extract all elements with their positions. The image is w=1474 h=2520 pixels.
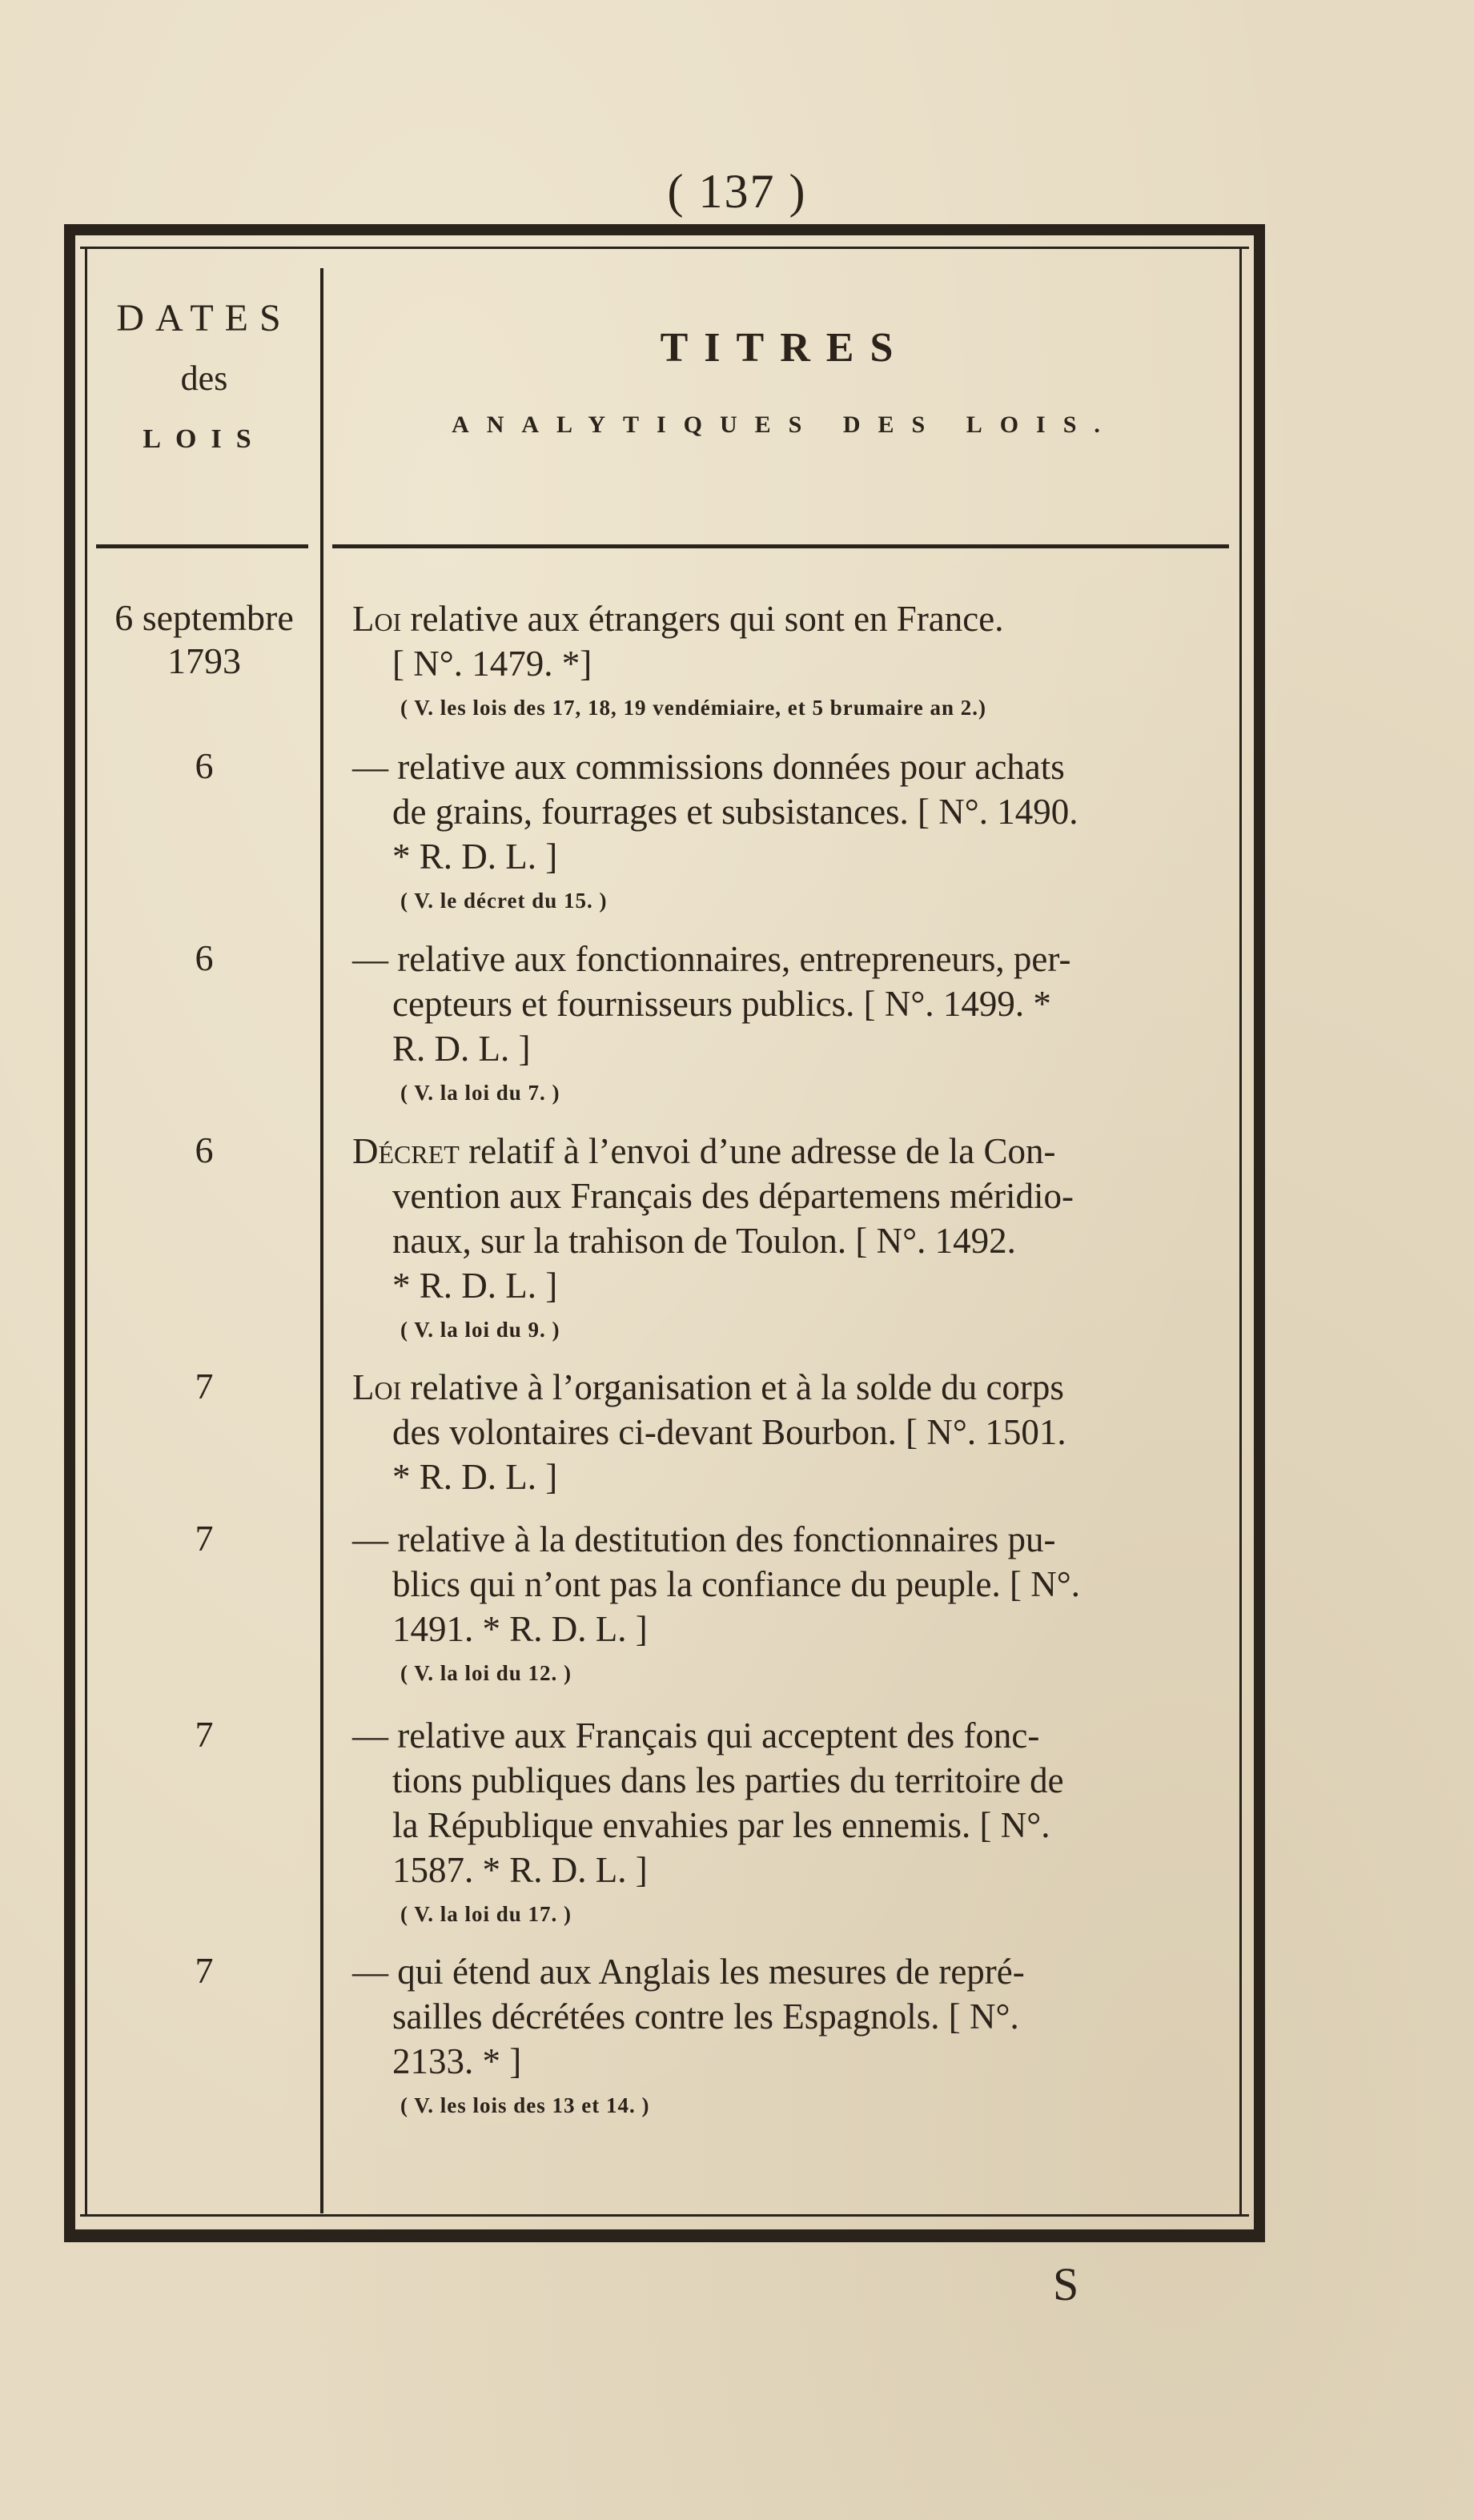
entry-date: 7	[195, 1714, 214, 1755]
entry-reference: ( V. le décret du 15. )	[400, 889, 608, 913]
entry-title	[344, 1517, 1225, 1693]
frame-rule-bottom-inner	[80, 2214, 1249, 2217]
entry-title	[344, 1949, 1225, 2125]
entry-title	[344, 1713, 1225, 1934]
header-separator-left	[96, 544, 308, 548]
entry-line: 2133. * ]	[392, 2041, 522, 2081]
entry-reference: ( V. la loi du 12. )	[400, 1661, 572, 1685]
entry-line: blics qui n’ont pas la confiance du peuple. [ N°.	[392, 1564, 1080, 1604]
entry-title	[344, 744, 1225, 921]
entry-lead: Loi	[352, 1367, 402, 1407]
frame-rule-top	[64, 224, 1265, 235]
entry-date: 7	[195, 1366, 214, 1406]
entry-line: 1491. * R. D. L. ]	[392, 1609, 648, 1649]
entry-line: sailles décrétées contre les Espagnols. [ N°.	[392, 1996, 1019, 2036]
entry-date: 7	[195, 1518, 214, 1559]
entry-lead: —	[352, 1715, 388, 1756]
entry-line: [ N°. 1479. *]	[392, 644, 592, 684]
frame-rule-left	[64, 224, 75, 2242]
entry-line: la République envahies par les ennemis. [ N°.	[392, 1805, 1050, 1845]
entry-lead: —	[352, 747, 388, 787]
entry-line: 1587. * R. D. L. ]	[392, 1850, 648, 1890]
entry-lead: Décret	[352, 1131, 460, 1171]
entry-date: 7	[195, 1950, 214, 1991]
entry-lead: Loi	[352, 599, 402, 639]
entry-line: relative aux étrangers qui sont en France.	[410, 599, 1004, 639]
header-separator-right	[332, 544, 1229, 548]
laws-table	[64, 224, 1265, 2245]
entry-line: cepteurs et fournisseurs publics. [ N°. 1499. *	[392, 984, 1051, 1024]
entry-date-day: 6 septembre	[114, 597, 294, 638]
entry-reference: ( V. la loi du 7. )	[400, 1081, 560, 1105]
entry-line: relative à l’organisation et à la solde du corps	[410, 1367, 1064, 1407]
header-dates-des: des	[180, 359, 228, 398]
header-analytiques: ANALYTIQUES DES LOIS.	[452, 411, 1118, 438]
entry-line: * R. D. L. ]	[392, 1266, 558, 1306]
entry-reference: ( V. les lois des 13 et 14. )	[400, 2093, 650, 2117]
entry-title	[344, 1365, 1225, 1499]
entry-line: * R. D. L. ]	[392, 1457, 558, 1497]
entry-line: relative à la destitution des fonctionnaires pu-	[397, 1519, 1056, 1559]
entry-reference: ( V. la loi du 17. )	[400, 1902, 572, 1926]
column-divider	[320, 268, 323, 2213]
frame-rule-left-inner	[85, 247, 87, 2217]
header-dates-column	[88, 296, 320, 455]
entry-title	[344, 596, 1225, 728]
entry-title	[344, 1129, 1225, 1350]
entry-line: vention aux Français des départemens méridio-	[392, 1176, 1074, 1216]
header-titles-column	[328, 324, 1241, 439]
entry-lead: —	[352, 939, 388, 979]
signature-mark: S	[1053, 2258, 1079, 2310]
entry-title	[344, 937, 1225, 1113]
entry-reference: ( V. la loi du 9. )	[400, 1318, 560, 1342]
header-dates-word: DATES	[116, 297, 292, 339]
entry-line: * R. D. L. ]	[392, 837, 558, 877]
entry-date: 6	[195, 937, 214, 978]
frame-rule-top-inner	[80, 247, 1249, 249]
page-number: ( 137 )	[667, 165, 807, 218]
entry-lead: —	[352, 1519, 388, 1559]
frame-rule-right	[1254, 224, 1265, 2242]
header-titres: TITRES	[660, 325, 910, 371]
entry-line: qui étend aux Anglais les mesures de repré-	[397, 1952, 1025, 1992]
entry-line: relative aux Français qui acceptent des fonc-	[397, 1715, 1040, 1756]
entry-line: relative aux fonctionnaires, entrepreneurs, per-	[397, 939, 1071, 979]
entry-line: relative aux commissions données pour achats	[397, 747, 1065, 787]
entry-date-year: 1793	[167, 640, 241, 681]
header-dates-lois: LOIS	[143, 424, 266, 454]
frame-rule-right-inner	[1239, 247, 1242, 2217]
entry-date	[88, 596, 320, 683]
entry-line: R. D. L. ]	[392, 1029, 531, 1069]
entry-line: tions publiques dans les parties du territoire de	[392, 1760, 1064, 1800]
entry-lead: —	[352, 1952, 388, 1992]
entry-date: 6	[195, 1130, 214, 1170]
entry-reference: ( V. les lois des 17, 18, 19 vendémiaire, et 5 brumaire an 2.)	[400, 696, 986, 720]
entry-date: 6	[195, 745, 214, 786]
entry-line: des volontaires ci-devant Bourbon. [ N°. 1501.	[392, 1412, 1066, 1452]
entry-line: naux, sur la trahison de Toulon. [ N°. 1492.	[392, 1221, 1016, 1261]
entry-line: de grains, fourrages et subsistances. [ N°. 1490.	[392, 792, 1078, 832]
frame-rule-bottom	[64, 2229, 1265, 2242]
entry-line: relatif à l’envoi d’une adresse de la Con-	[468, 1131, 1056, 1171]
